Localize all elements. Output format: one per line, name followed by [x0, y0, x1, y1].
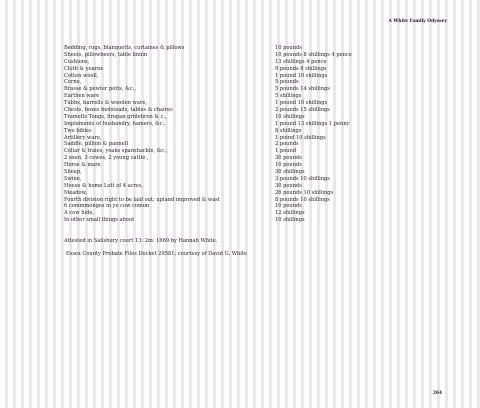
inventory-value: 30 pounds [275, 182, 302, 189]
inventory-item: Implements of husbandry, hamers, &c., [64, 120, 166, 127]
inventory-item: Collar & traies, yoaks spanshackle, &c., [64, 148, 168, 155]
inventory-value: 5 pounds [275, 79, 299, 86]
inventory-row [64, 121, 364, 128]
inventory-row [64, 79, 364, 86]
inventory-row [64, 86, 364, 93]
inventory-row [64, 162, 364, 169]
inventory-item: Sheets, pillowbeers, table linnin [64, 51, 148, 58]
inventory-item: Corne, [64, 79, 82, 86]
source-citation: Essex County Probate Files Docket 29581; courtesy of David G. White [66, 251, 247, 257]
inventory-list [64, 45, 364, 224]
inventory-value: 10 pounds [275, 203, 302, 210]
inventory-row [64, 169, 364, 176]
inventory-value: 10 pounds [275, 162, 302, 169]
inventory-item: Saddle, pillion & pannell [64, 141, 128, 148]
inventory-value: 10 shillings [275, 113, 305, 120]
attestation-note: Attested in Salisbury court 13: 2m: 1669 by Hannah White. [64, 238, 218, 244]
inventory-item: House & home Lott of 4 acres, [64, 182, 144, 189]
inventory-value: 5 pounds 14 shillings [275, 86, 330, 93]
inventory-item: Cushions, [64, 58, 90, 65]
inventory-item: Cotten wooll, [64, 72, 99, 79]
inventory-row [64, 128, 364, 135]
inventory-value: 8 shillings [275, 127, 302, 134]
inventory-item: 2 oxen, 3 cowes, 2 young cattle , [64, 155, 149, 162]
inventory-item: Bedding, rugs, blanquetts, curtaines & pillows [64, 45, 185, 51]
page-number: 264 [432, 391, 442, 396]
inventory-item: In other small things about [64, 217, 135, 224]
inventory-row [64, 45, 364, 52]
inventory-row [64, 59, 364, 66]
inventory-item: Two bibles [64, 127, 92, 134]
inventory-value: 2 pounds [275, 141, 299, 148]
inventory-value: 5 shillings [275, 93, 302, 100]
inventory-row [64, 183, 364, 190]
inventory-value: 26 pounds 10 shillings [275, 189, 334, 196]
inventory-item: Earthen ware [64, 93, 100, 100]
running-header: A White Family Odyssey [388, 19, 447, 24]
inventory-row [64, 190, 364, 197]
inventory-row [64, 155, 364, 162]
inventory-row [64, 135, 364, 142]
inventory-row [64, 176, 364, 183]
inventory-row [64, 93, 364, 100]
inventory-item: Fourth division right to be laid out; upland improved & wast [64, 196, 220, 203]
inventory-item: Horse & mare [64, 162, 101, 169]
inventory-value: 3 pounds 10 shillings [275, 175, 330, 182]
inventory-row [64, 52, 364, 59]
inventory-value: 1 pound 10 shillings [275, 72, 328, 79]
inventory-row [64, 197, 364, 204]
inventory-row [64, 217, 364, 224]
inventory-value: 30 shillings [275, 169, 305, 176]
inventory-item: 6 commmonges in ye cow comon [64, 203, 150, 210]
inventory-value: 12 shillings [275, 210, 305, 217]
inventory-item: A cow hide, [64, 210, 95, 217]
inventory-value: 1 pound 13 shillings 1 penny [275, 120, 350, 127]
inventory-row [64, 114, 364, 121]
inventory-row [64, 107, 364, 114]
inventory-row [64, 148, 364, 155]
inventory-value: 1 poind 10 shillings [275, 134, 326, 141]
inventory-value: 30 pounds [275, 155, 302, 162]
inventory-value: 10 pounds 8 shillings 4 pence [275, 51, 352, 58]
inventory-value: 9 pounds 8 shillings [275, 65, 327, 72]
inventory-row [64, 141, 364, 148]
inventory-value: 1 pound [275, 148, 297, 155]
inventory-row [64, 73, 364, 80]
inventory-value: 8 pounds 10 shillings [275, 196, 330, 203]
inventory-value: 1 pound 10 shillings [275, 100, 328, 107]
inventory-row [64, 210, 364, 217]
inventory-item: Chests, boxes bedsteads, tables & chaires [64, 107, 173, 114]
inventory-value: 10 shillings [275, 217, 305, 224]
inventory-row [64, 203, 364, 210]
inventory-row [64, 100, 364, 107]
inventory-item: Meadow, [64, 189, 87, 196]
inventory-value: 2 pounds 15 shillings [275, 107, 330, 114]
inventory-item: Cloth & yearne [64, 65, 104, 72]
inventory-item: Swine, [64, 175, 82, 182]
inventory-item: Trametls Tongs, firepan gridehron & c., [64, 113, 167, 120]
inventory-row [64, 66, 364, 73]
inventory-item: Tubbs, barrells & wooden ware, [64, 100, 148, 107]
inventory-value: 10 pounds [275, 45, 302, 51]
inventory-item: Artillery ware, [64, 134, 102, 141]
inventory-item: Sheep, [64, 169, 82, 176]
inventory-item: Brasse & pewter potts, &c., [64, 86, 136, 93]
inventory-value: 13 shillings 4 pence [275, 58, 327, 65]
